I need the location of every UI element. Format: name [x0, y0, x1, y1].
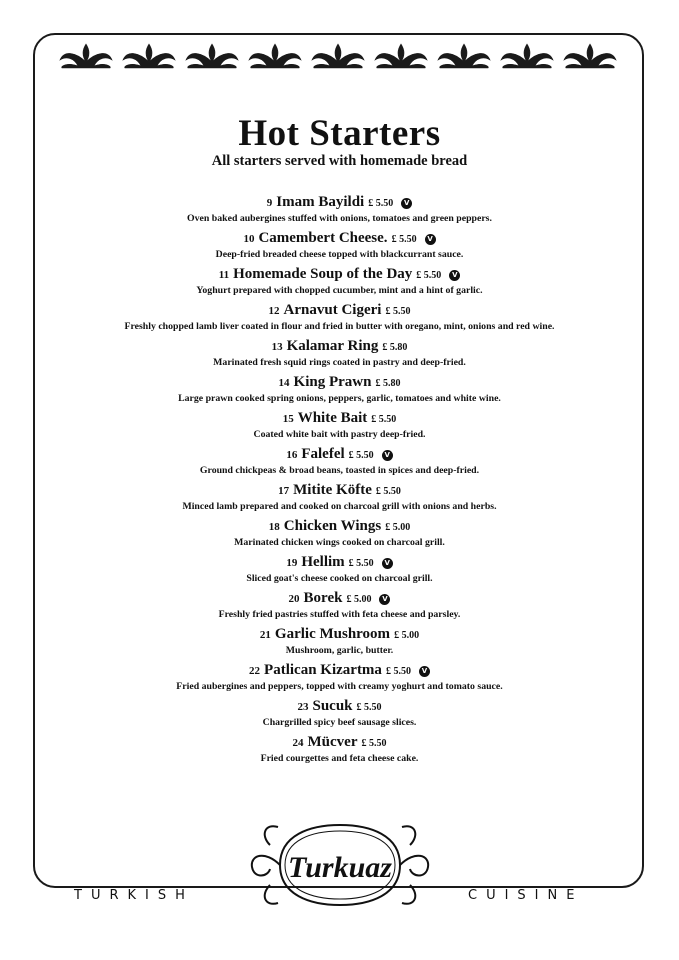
item-name: King Prawn	[293, 374, 372, 390]
menu-item	[100, 302, 579, 333]
vegetarian-badge-icon: V	[401, 198, 412, 209]
ornament-motif	[60, 44, 112, 68]
item-number: 20	[288, 593, 300, 605]
menu-item	[100, 626, 579, 657]
item-name: Falefel	[301, 446, 345, 462]
item-name: Hellim	[301, 554, 345, 570]
ornament-motif	[312, 44, 364, 68]
footer-cuisine: CUISINE	[464, 888, 587, 903]
menu-item-header	[100, 230, 579, 248]
menu-item-header	[100, 194, 579, 212]
item-name: Patlican Kizartma	[264, 662, 382, 678]
item-description: Mushroom, garlic, butter.	[285, 645, 394, 656]
item-number: 10	[243, 233, 255, 245]
item-name: Homemade Soup of the Day	[233, 266, 413, 282]
menu-item-header	[100, 482, 579, 500]
item-description: Yoghurt prepared with chopped cucumber, mint and a hint of garlic.	[196, 285, 483, 296]
item-name: Kalamar Ring	[286, 338, 379, 354]
item-number: 17	[278, 485, 290, 497]
vegetarian-badge-icon: V	[449, 270, 460, 281]
menu-item-header	[100, 626, 579, 644]
item-number: 13	[271, 341, 283, 353]
item-description: Coated white bait with pastry deep-fried.	[253, 429, 426, 440]
menu-item	[100, 410, 579, 441]
vegetarian-badge-icon: V	[379, 594, 390, 605]
menu-item-header	[100, 374, 579, 392]
item-description: Freshly chopped lamb liver coated in flour and fried in butter with oregano, mint, onions and red wine.	[124, 321, 555, 332]
item-name: White Bait	[297, 410, 368, 426]
ornament-motif	[501, 44, 553, 68]
menu-item-header	[100, 302, 579, 320]
menu-item	[100, 194, 579, 225]
item-price: £ 5.50	[361, 738, 387, 749]
item-price: £ 5.50	[416, 270, 442, 281]
page-subtitle: All starters served with homemade bread	[211, 153, 468, 169]
vegetarian-badge-icon: V	[419, 666, 430, 677]
item-price: £ 5.00	[385, 522, 411, 533]
item-number: 23	[297, 701, 309, 713]
menu-item-header	[100, 446, 579, 464]
item-price: £ 5.50	[375, 486, 401, 497]
menu-item-header	[100, 698, 579, 716]
menu-item	[100, 698, 579, 729]
menu-item-header	[100, 410, 579, 428]
item-price: £ 5.50	[348, 450, 374, 461]
menu-item	[100, 554, 579, 585]
logo-text: Turkuaz	[288, 851, 392, 884]
menu-item-header	[100, 338, 579, 356]
item-price: £ 5.00	[346, 594, 372, 605]
item-number: 14	[278, 377, 290, 389]
item-name: Garlic Mushroom	[274, 626, 391, 642]
item-price: £ 5.50	[385, 666, 411, 677]
item-price: £ 5.50	[348, 558, 374, 569]
ornament-motif	[438, 44, 490, 68]
item-number: 11	[218, 269, 230, 281]
item-name: Imam Bayildi	[276, 194, 365, 210]
item-number: 24	[292, 737, 304, 749]
item-description: Minced lamb prepared and cooked on charcoal grill with onions and herbs.	[182, 501, 497, 512]
item-description: Fried courgettes and feta cheese cake.	[260, 753, 419, 764]
item-name: Sucuk	[312, 698, 353, 714]
item-description: Marinated fresh squid rings coated in pastry and deep-fried.	[213, 357, 466, 368]
item-price: £ 5.80	[382, 342, 408, 353]
item-price: £ 5.50	[368, 198, 394, 209]
menu-item	[100, 230, 579, 261]
item-description: Ground chickpeas & broad beans, toasted in spices and deep-fried.	[199, 465, 480, 476]
vegetarian-badge-icon: V	[425, 234, 436, 245]
item-price: £ 5.50	[371, 414, 397, 425]
footer-turkish: TURKISH	[70, 888, 198, 903]
item-name: Camembert Cheese.	[258, 230, 388, 246]
menu-item-header	[100, 518, 579, 536]
vegetarian-badge-icon: V	[382, 450, 393, 461]
menu-item-header	[100, 266, 579, 284]
ornament-motif	[375, 44, 427, 68]
menu-item	[100, 590, 579, 621]
item-description: Chargrilled spicy beef sausage slices.	[262, 717, 417, 728]
item-number: 9	[266, 197, 273, 209]
item-name: Mücver	[307, 734, 358, 750]
menu-item	[100, 518, 579, 549]
menu-item	[100, 662, 579, 693]
menu-item	[100, 338, 579, 369]
item-price: £ 5.50	[356, 702, 382, 713]
item-number: 18	[268, 521, 280, 533]
vegetarian-badge-icon: V	[382, 558, 393, 569]
item-description: Marinated chicken wings cooked on charcoal grill.	[234, 537, 445, 548]
item-price: £ 5.50	[391, 234, 417, 245]
item-price: £ 5.50	[385, 306, 411, 317]
item-number: 19	[286, 557, 298, 569]
item-description: Fried aubergines and peppers, topped with creamy yoghurt and tomato sauce.	[176, 681, 503, 692]
turkuaz-logo	[240, 815, 440, 915]
ornament-motif	[123, 44, 175, 68]
ornament-motif	[186, 44, 238, 68]
menu-list	[100, 194, 579, 770]
menu-item-header	[100, 662, 579, 680]
ornament-motif	[249, 44, 301, 68]
item-description: Oven baked aubergines stuffed with onions, tomatoes and green peppers.	[187, 213, 492, 224]
menu-item	[100, 374, 579, 405]
item-number: 22	[249, 665, 261, 677]
menu-item-header	[100, 734, 579, 752]
item-price: £ 5.00	[394, 630, 420, 641]
item-description: Freshly fried pastries stuffed with feta cheese and parsley.	[218, 609, 461, 620]
menu-item-header	[100, 590, 579, 608]
menu-item	[100, 266, 579, 297]
item-description: Deep-fried breaded cheese topped with blackcurrant sauce.	[215, 249, 464, 260]
item-number: 15	[282, 413, 294, 425]
item-description: Large prawn cooked spring onions, peppers, garlic, tomatoes and white wine.	[178, 393, 501, 404]
menu-item	[100, 734, 579, 765]
item-number: 16	[286, 449, 298, 461]
ornament-motif	[564, 44, 616, 68]
item-number: 12	[268, 305, 280, 317]
menu-item-header	[100, 554, 579, 572]
menu-item	[100, 482, 579, 513]
item-number: 21	[259, 629, 271, 641]
item-name: Chicken Wings	[283, 518, 382, 534]
item-name: Borek	[303, 590, 343, 606]
floral-border-ornament-icon	[54, 40, 624, 70]
item-description: Sliced goat's cheese cooked on charcoal grill.	[246, 573, 433, 584]
item-name: Mitite Köfte	[293, 482, 372, 498]
item-price: £ 5.80	[375, 378, 401, 389]
menu-item	[100, 446, 579, 477]
item-name: Arnavut Cigeri	[283, 302, 382, 318]
page-title: Hot Starters	[238, 113, 441, 154]
